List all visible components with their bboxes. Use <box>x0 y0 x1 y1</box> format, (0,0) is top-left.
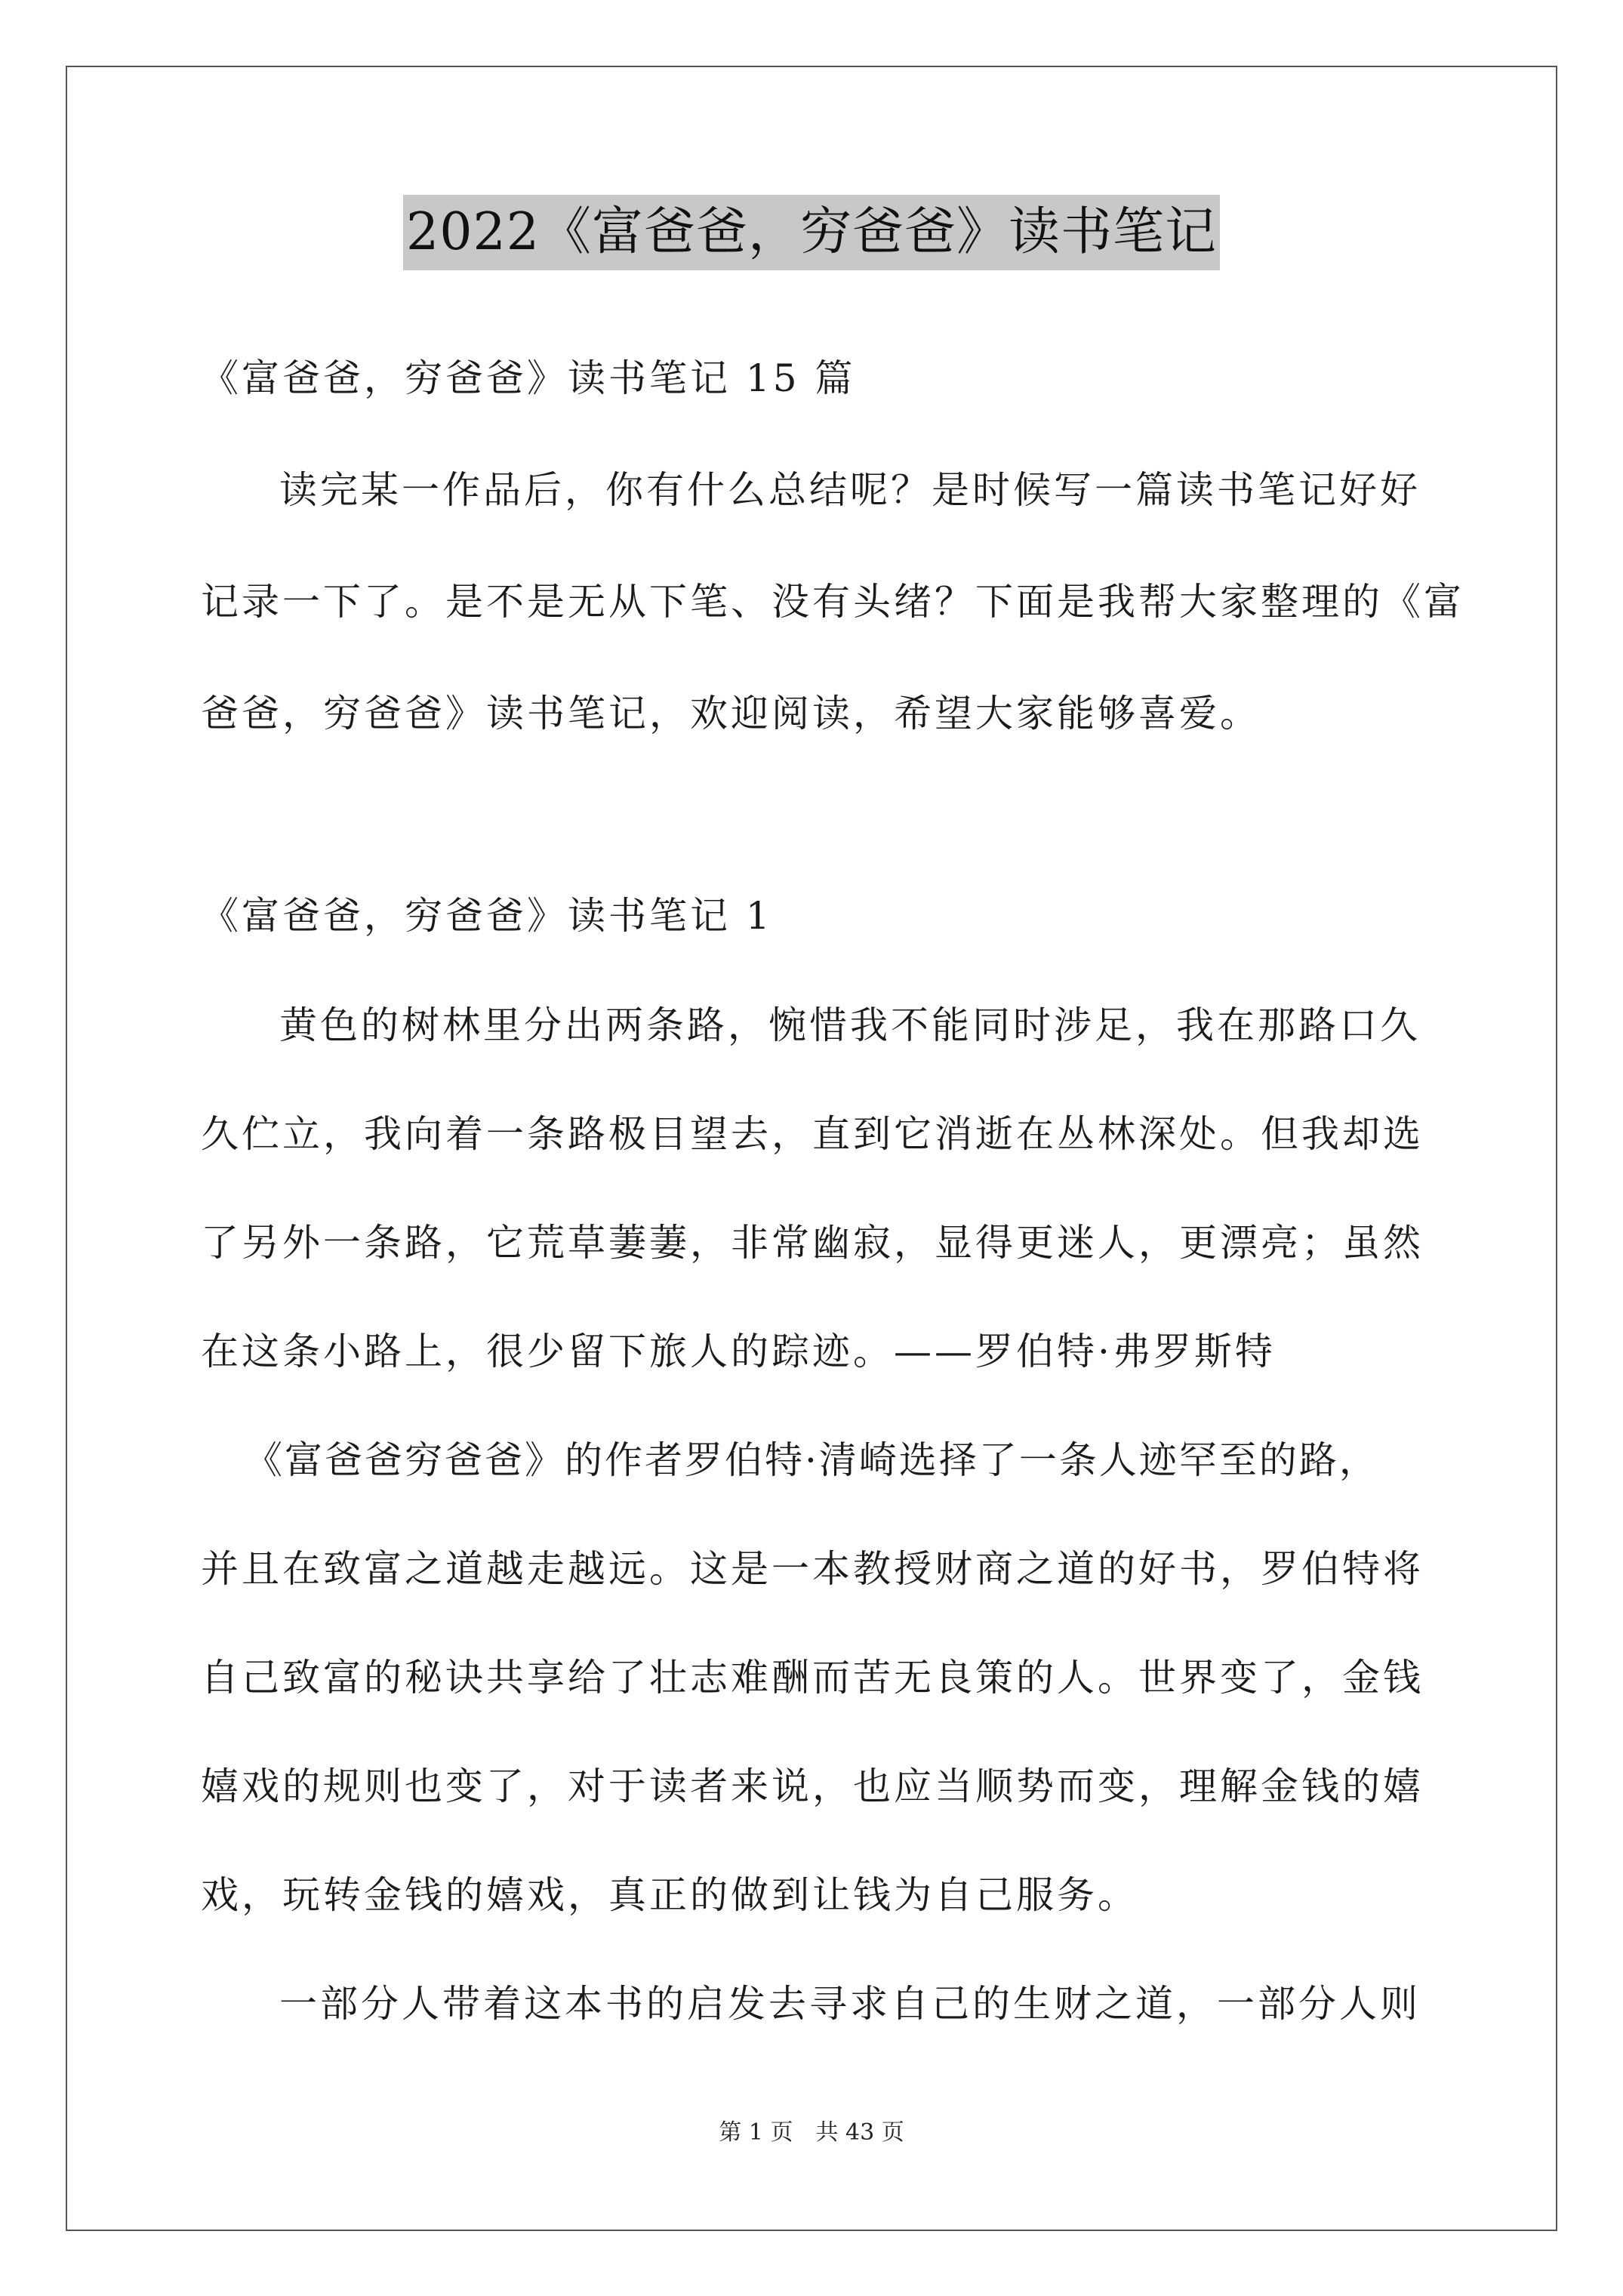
body-line: 《富爸爸穷爸爸》的作者罗伯特·清崎选择了一条人迹罕至的路， <box>245 1438 1379 1482</box>
body-line: 在这条小路上，很少留下旅人的踪迹。——罗伯特·弗罗斯特 <box>201 1330 1276 1373</box>
body-line: 自己致富的秘诀共享给了壮志难酬而苦无良策的人。世界变了，金钱 <box>201 1656 1424 1700</box>
body-line: 黄色的树林里分出两条路，惋惜我不能同时涉足，我在那路口久 <box>279 1003 1421 1047</box>
document-title: 2022《富爸爸，穷爸爸》读书笔记 <box>403 195 1220 270</box>
intro-line: 记录一下了。是不是无从下笔、没有头绪？下面是我帮大家整理的《富 <box>201 580 1464 624</box>
body-line: 一部分人带着这本书的启发去寻求自己的生财之道，一部分人则 <box>279 1982 1421 2026</box>
page-footer: 第 1 页 共 43 页 <box>719 2119 904 2146</box>
body-line: 了另外一条路，它荒草萋萋，非常幽寂，显得更迷人，更漂亮；虽然 <box>201 1221 1424 1265</box>
section-heading: 《富爸爸，穷爸爸》读书笔记 1 <box>201 894 773 938</box>
intro-line: 读完某一作品后，你有什么总结呢？是时候写一篇读书笔记好好 <box>279 468 1421 512</box>
body-line: 并且在致富之道越走越远。这是一本教授财商之道的好书，罗伯特将 <box>201 1547 1424 1591</box>
body-line: 嬉戏的规则也变了，对于读者来说，也应当顺势而变，理解金钱的嬉 <box>201 1764 1424 1808</box>
subtitle: 《富爸爸，穷爸爸》读书笔记 15 篇 <box>201 356 856 400</box>
body-line: 久伫立，我向着一条路极目望去，直到它消逝在丛林深处。但我却选 <box>201 1112 1424 1156</box>
title-container <box>0 195 1623 270</box>
body-line: 戏，玩转金钱的嬉戏，真正的做到让钱为自己服务。 <box>201 1873 1138 1917</box>
intro-line: 爸爸，穷爸爸》读书笔记，欢迎阅读，希望大家能够喜爱。 <box>201 692 1261 735</box>
